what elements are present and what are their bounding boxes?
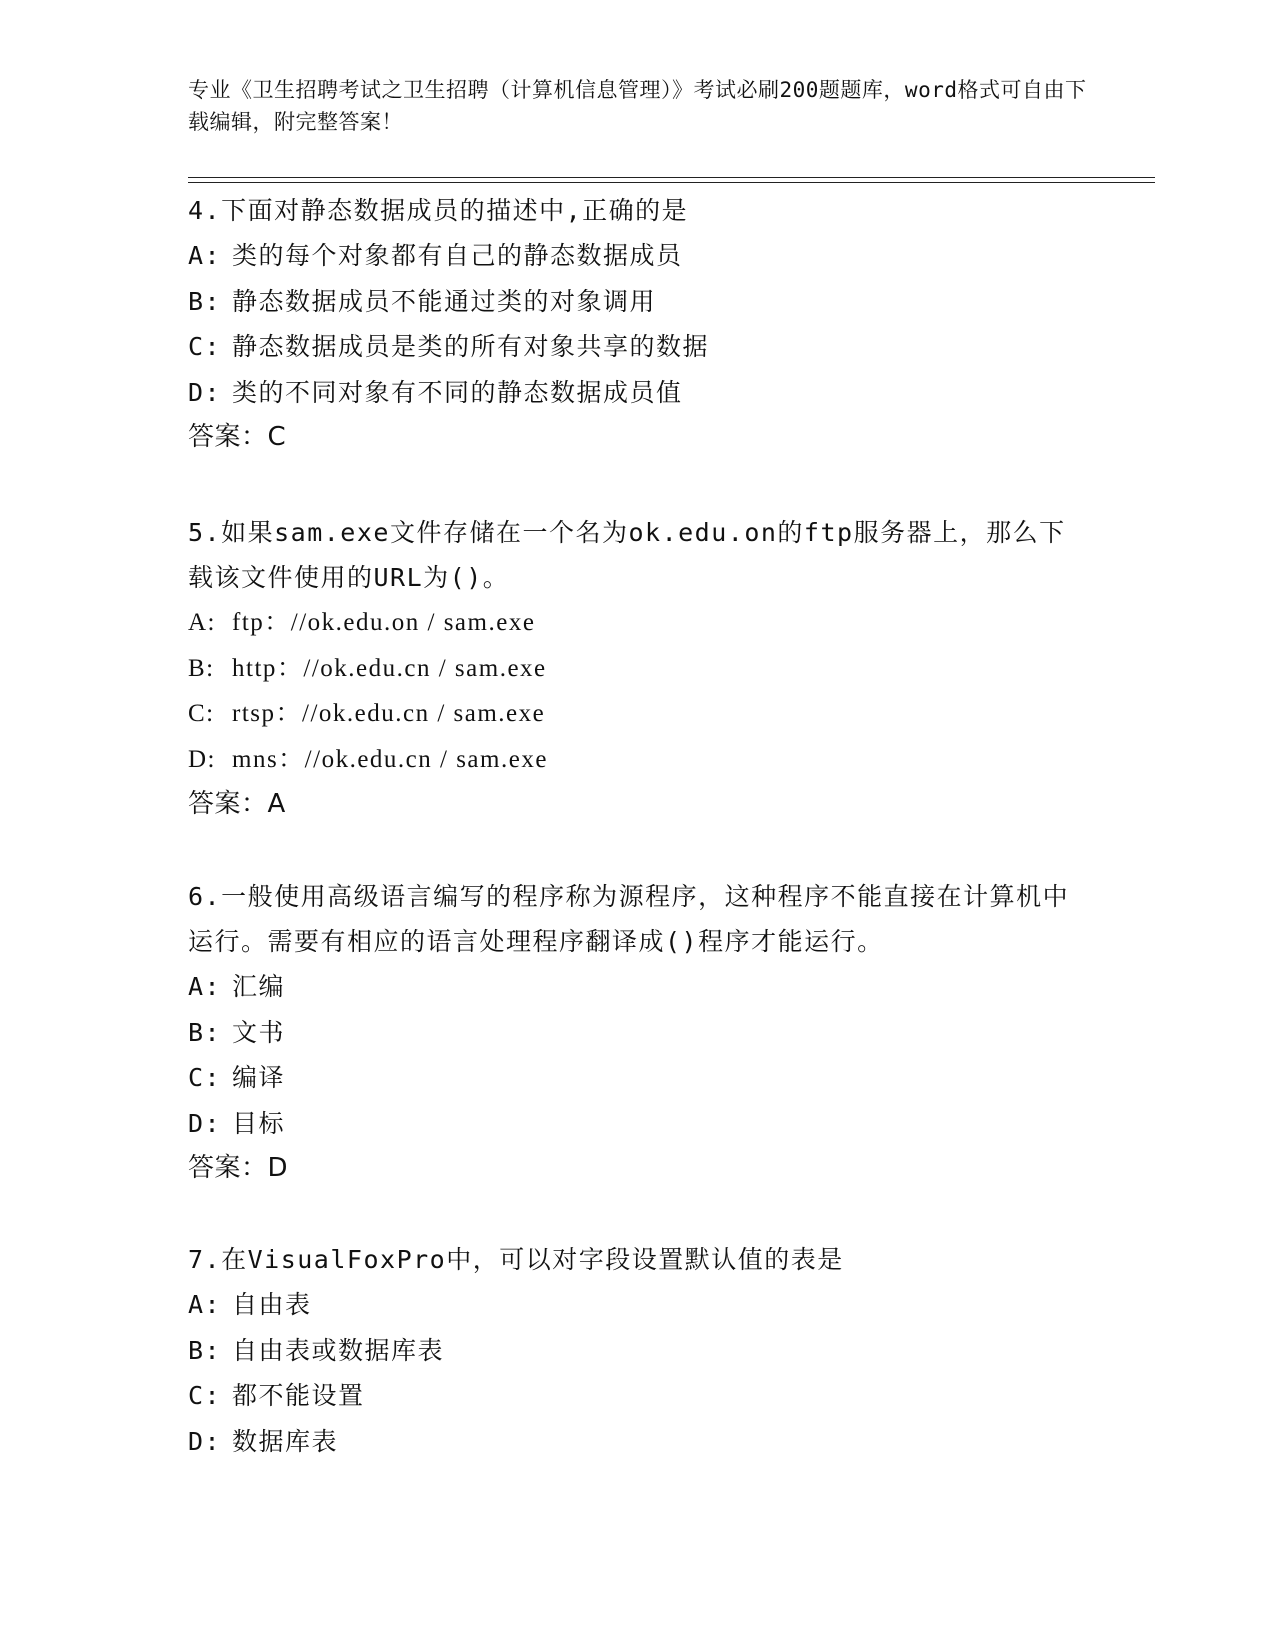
page-header: 专业《卫生招聘考试之卫生招聘（计算机信息管理）》考试必刷200题题库，word格式可自由下载编辑，附完整答案！	[188, 78, 1087, 134]
option-d	[188, 1101, 1088, 1147]
option-c	[188, 1373, 1088, 1419]
header-divider-bottom	[188, 182, 1155, 183]
option-text: 编译	[232, 1063, 286, 1092]
option-b	[188, 646, 1088, 692]
answer-line: 答案：C	[188, 422, 287, 452]
option-letter: D:	[188, 1426, 222, 1456]
option-letter: C:	[188, 332, 222, 361]
option-text: mns：//ok.edu.cn / sam.exe	[232, 745, 548, 773]
option-text: 类的不同对象有不同的静态数据成员值	[232, 377, 683, 407]
option-letter: D:	[188, 745, 216, 773]
question-7	[188, 1237, 1088, 1464]
question-5	[188, 510, 1088, 827]
option-letter: B:	[188, 654, 215, 682]
question-4	[188, 188, 1088, 460]
option-c	[188, 691, 1088, 737]
header-divider-top	[188, 177, 1155, 178]
option-b	[188, 1328, 1088, 1374]
option-text: 汇编	[232, 972, 286, 1001]
option-text: 目标	[232, 1108, 286, 1138]
option-d	[188, 1419, 1088, 1465]
option-letter: C:	[188, 1063, 222, 1092]
option-a	[188, 233, 1088, 279]
option-letter: B:	[188, 286, 222, 316]
option-b	[188, 279, 1088, 325]
option-letter: D:	[188, 377, 222, 407]
option-letter: A:	[188, 609, 216, 636]
question-6	[188, 874, 1088, 1191]
option-b	[188, 1010, 1088, 1056]
option-letter: A:	[188, 241, 222, 270]
option-text: rtsp：//ok.edu.cn / sam.exe	[232, 700, 546, 727]
option-a	[188, 964, 1088, 1010]
option-letter: A:	[188, 972, 222, 1001]
answer-line: 答案：A	[188, 789, 286, 819]
option-text: 自由表	[232, 1290, 312, 1319]
answer-line: 答案：D	[188, 1153, 289, 1183]
option-c	[188, 324, 1088, 370]
option-letter: A:	[188, 1290, 222, 1319]
option-a	[188, 600, 1088, 646]
option-a	[188, 1282, 1088, 1328]
option-text: http：//ok.edu.cn / sam.exe	[232, 654, 547, 682]
option-c	[188, 1055, 1088, 1101]
question-stem: 7.在VisualFoxPro中，可以对字段设置默认值的表是	[188, 1245, 844, 1274]
question-stem: 5.如果sam.exe文件存储在一个名为ok.edu.on的ftp服务器上，那么下载该文件使用的URL为()。	[188, 518, 1066, 592]
option-letter: B:	[188, 1335, 222, 1365]
option-letter: C:	[188, 1381, 222, 1410]
option-letter: D:	[188, 1108, 222, 1138]
option-d	[188, 370, 1088, 416]
option-text: 静态数据成员不能通过类的对象调用	[232, 286, 657, 316]
option-d	[188, 737, 1088, 783]
option-text: 自由表或数据库表	[232, 1335, 445, 1365]
option-text: 类的每个对象都有自己的静态数据成员	[232, 241, 683, 270]
question-stem: 4.下面对静态数据成员的描述中,正确的是	[188, 196, 689, 225]
option-text: 都不能设置	[232, 1381, 365, 1410]
question-stem: 6.一般使用高级语言编写的程序称为源程序，这种程序不能直接在计算机中运行。需要有相应的语言处理程序翻译成()程序才能运行。	[188, 882, 1070, 956]
option-letter: B:	[188, 1017, 222, 1047]
option-letter: C:	[188, 700, 215, 727]
option-text: ftp：//ok.edu.on / sam.exe	[232, 609, 536, 636]
option-text: 文书	[232, 1017, 286, 1047]
option-text: 静态数据成员是类的所有对象共享的数据	[232, 332, 710, 361]
option-text: 数据库表	[232, 1426, 339, 1456]
